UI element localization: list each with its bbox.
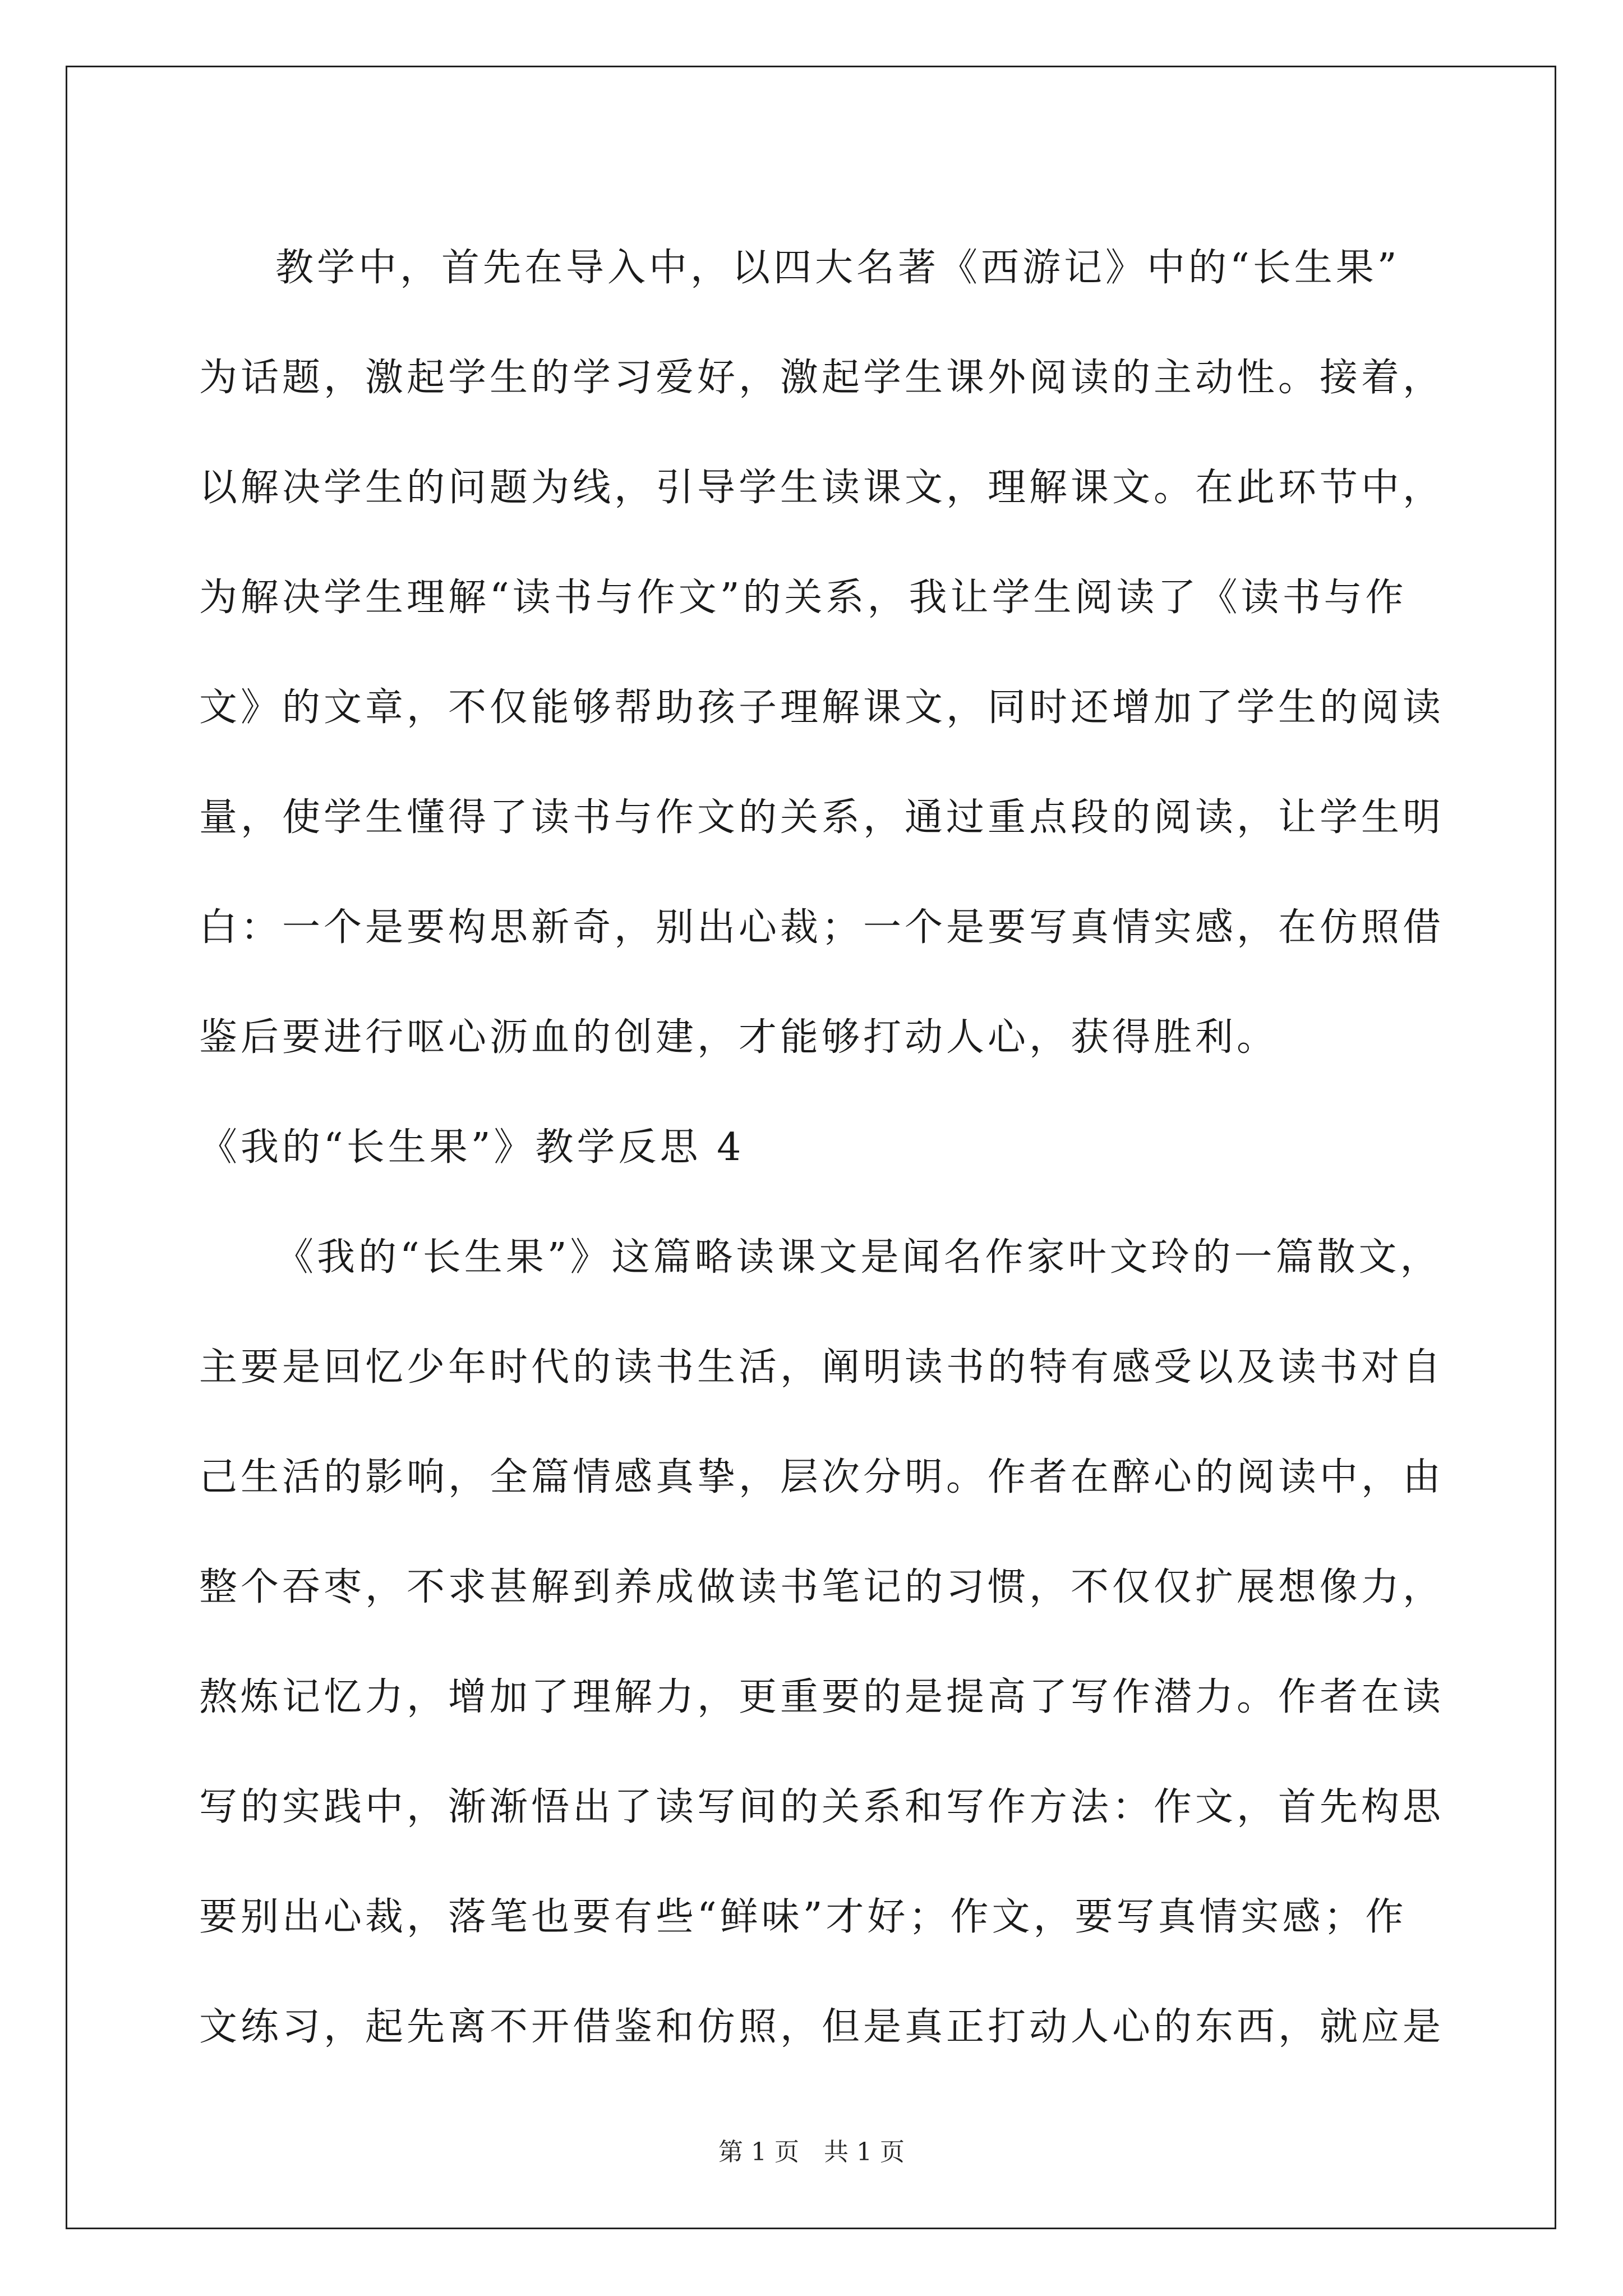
paragraph-1 [199,213,1445,1093]
text-line: 要别出心裁，落笔也要有些“鲜味”才好；作文，要写真情实感；作 [199,1895,1407,1939]
text-line: 教学中，首先在导入中，以四大名著《西游记》中的“长生果” [275,246,1400,290]
text-line: 为解决学生理解“读书与作文”的关系，我让学生阅读了《读书与作 [199,576,1407,620]
text-line: 文》的文章，不仅能够帮助孩子理解课文，同时还增加了学生的阅读 [199,685,1445,730]
text-line: 以解决学生的问题为线，引导学生读课文，理解课文。在此环节中， [199,466,1445,510]
text-line: 己生活的影响，全篇情感真挚，层次分明。作者在醉心的阅读中，由 [199,1455,1445,1499]
text-line: 整个吞枣，不求甚解到养成做读书笔记的习惯，不仅仅扩展想像力， [199,1565,1445,1609]
section-heading: 《我的“长生果”》教学反思 4 [199,1125,745,1170]
text-line: 量，使学生懂得了读书与作文的关系，通过重点段的阅读，让学生明 [199,795,1445,840]
text-line: 白：一个是要构思新奇，别出心裁；一个是要写真情实感，在仿照借 [199,905,1445,950]
page-number-footer: 第 1 页 共 1 页 [718,2138,905,2166]
text-line: 为话题，激起学生的学习爱好，激起学生课外阅读的主动性。接着， [199,356,1445,400]
text-line: 鉴后要进行呕心沥血的创建，才能够打动人心，获得胜利。 [199,1015,1279,1060]
text-line: 文练习，起先离不开借鉴和仿照，但是真正打动人心的东西，就应是 [199,2005,1445,2049]
text-line: 写的实践中，渐渐悟出了读写间的关系和写作方法：作文，首先构思 [199,1785,1445,1829]
paragraph-2 [199,1203,1445,2082]
text-line: 熬炼记忆力，增加了理解力，更重要的是提高了写作潜力。作者在读 [199,1675,1445,1719]
text-line: 《我的“长生果”》这篇略读课文是闻名作家叶文玲的一篇散文， [275,1235,1442,1280]
document-body [199,213,1445,2082]
text-line: 主要是回忆少年时代的读书生活，阐明读书的特有感受以及读书对自 [199,1345,1445,1389]
